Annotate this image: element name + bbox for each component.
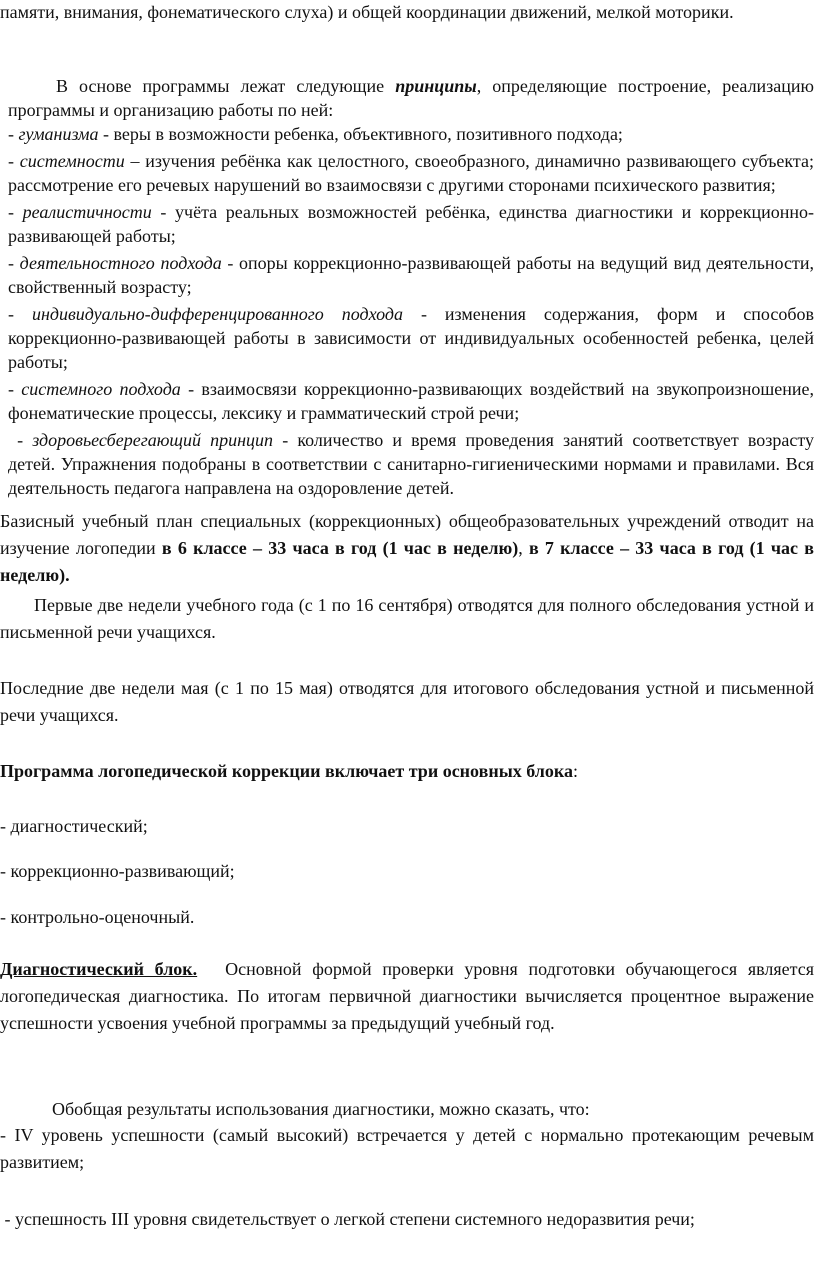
principle-term: системности	[19, 151, 125, 171]
principles-keyword: принципы	[395, 76, 477, 96]
grade-6-hours: в 6 классе – 33 часа в год (1 час в неделю)	[161, 538, 519, 558]
diagnostic-paragraph: Диагностический блок. Основной формой проверки уровня подготовки обучающегося является логопедическая диагностика. По итогам первичной диагностики вычисляется процентное выражение успешности усвоения учебной программы за предыдущий учебный год.	[0, 959, 814, 1033]
last-weeks-paragraph: Последние две недели мая (с 1 по 15 мая) отводятся для итогового обследования устной и письменной речи учащихся.	[0, 678, 814, 725]
block-item-control: - контрольно-оценочный.	[0, 907, 195, 927]
study-plan-paragraph: Базисный учебный план специальных (коррекционных) общеобразовательных учреждений отводит на изучение логопедии в 6 классе – 33 часа в год (1 час в неделю), в 7 классе – 33 часа в год (1 час в неделю).	[0, 511, 814, 585]
first-weeks-paragraph: Первые две недели учебного года (с 1 по 16 сентября) отводятся для полного обследования устной и письменной речи учащихся.	[0, 595, 814, 642]
blocks-heading: Программа логопедической коррекции включает три основных блока:	[0, 761, 579, 781]
principle-term: здоровьесберегающий принцип	[32, 430, 274, 450]
block-item-diagnostic: - диагностический;	[0, 816, 148, 836]
principle-term: деятельностного подхода	[19, 253, 222, 273]
principle-term: гуманизма	[18, 124, 99, 144]
summary-level-3: - успешность III уровня свидетельствует о легкой степени системного недоразвития речи;	[0, 1209, 695, 1229]
principle-item: - индивидуально-дифференцированного подхода - изменения содержания, форм и способов коррекционно-развивающей работы в зависимости от индивидуальных особенностей ребенка, целей работы;	[8, 304, 815, 372]
principle-item: - системности – изучения ребёнка как целостного, своеобразного, динамично развивающего субъекта; рассмотрение его речевых нарушений во взаимосвязи с другими сторонами психического развития;	[8, 151, 814, 195]
principle-term: системного подхода	[21, 379, 181, 399]
principle-term: индивидуально-дифференцированного подхода	[31, 304, 404, 324]
principle-item: - реалистичности - учёта реальных возможностей ребёнка, единства диагностики и коррекционно-развивающей работы;	[8, 202, 815, 246]
principle-item: - здоровьесберегающий принцип - количество и время проведения занятий соответствует возрасту детей. Упражнения подобраны в соответствии с санитарно-гигиеническими нормами и правилами. Вся деятельность педагога направлена на оздоровление детей.	[8, 430, 814, 498]
principle-item: - деятельностного подхода - опоры коррекционно-развивающей работы на ведущий вид деятельности, свойственный возрасту;	[8, 253, 814, 297]
grade-7-hours: в 7 классе – 33 часа в год (1 час в неделю).	[0, 538, 814, 585]
principles-section	[8, 74, 814, 500]
summary-level-4: - IV уровень успешности (самый высокий) встречается у детей с нормально протекающим речевым развитием;	[0, 1125, 814, 1172]
summary-intro: Обобщая результаты использования диагностики, можно сказать, что:	[52, 1099, 590, 1119]
principle-item: - гуманизма - веры в возможности ребенка, объективного, позитивного подхода;	[8, 124, 623, 144]
block-item-corrective: - коррекционно-развивающий;	[0, 861, 235, 881]
principle-item: - системного подхода - взаимосвязи коррекционно-развивающих воздействий на звукопроизношение, фонематические процессы, лексику и грамматический строй речи;	[8, 379, 814, 423]
diagnostic-heading: Диагностический блок.	[0, 959, 198, 979]
intro-paragraph: памяти, внимания, фонематического слуха) и общей координации движений, мелкой моторики.	[0, 2, 734, 22]
principle-term: реалистичности	[22, 202, 152, 222]
principles-intro: В основе программы лежат следующие принципы, определяющие построение, реализацию программы и организацию работы по ней:	[8, 76, 814, 120]
